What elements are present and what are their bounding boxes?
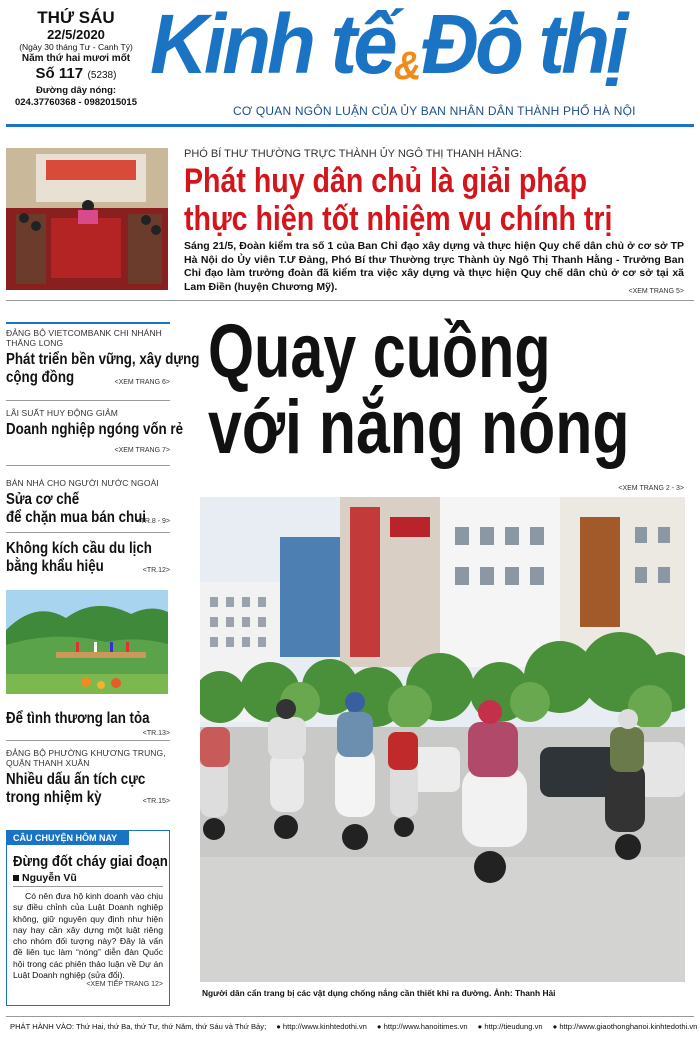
top-story-headline [184,162,684,238]
conference-photo [6,148,168,290]
bullet-icon: ● [552,1022,558,1031]
issue-date: 22/5/2020 [47,27,105,42]
sidebar-title: Để tình thương lan tỏa [6,710,150,727]
top-story-headline-line1: Phát huy dân chủ là giải pháp [184,162,588,200]
hotline-number: 024.37760368 - 0982015015 [14,97,138,108]
issue-number-alt: (5238) [87,70,117,81]
tourism-photo [6,590,168,694]
logo [150,0,695,100]
main-headline [208,309,688,470]
sidebar-title: Không kích cầu du lịch [6,540,152,557]
sidebar-ref: <TR.13> [142,730,170,737]
main-headline-line1: Quay cuồng [208,309,551,394]
sidebar-kicker: LÃI SUẤT HUY ĐỘNG GIẢM [6,408,118,418]
main-headline-line2: với nắng nóng [208,385,630,470]
sidebar-ref: <TR.8 - 9> [136,518,170,525]
column-box [6,830,170,1006]
sidebar-title: Sửa cơ chế [6,491,80,508]
sidebar-ref: <XEM TRANG 7> [114,447,170,454]
sidebar-kicker: BÁN NHÀ CHO NGƯỜI NƯỚC NGOÀI [6,478,159,488]
sidebar-item [6,408,183,454]
sidebar-title-line2: trong nhiệm kỳ [6,789,102,806]
sidebar-title-line2: cộng đồng [6,369,75,386]
sidebar-item [6,710,170,737]
issue-day: THỨ SÁU [37,8,115,27]
sidebar-ref: <TR.15> [142,798,170,805]
masthead-info [10,8,142,109]
sidebar-item [6,478,170,525]
sidebar-title: Nhiều dấu ấn tích cực [6,771,146,788]
top-story-ref: <XEM TRANG 5> [628,288,684,295]
photo-caption: Người dân cẩn trang bị các vật dụng chống nắng cần thiết khi ra đường. Ảnh: Thanh Hải [202,988,556,998]
sidebar-ref: <TR.12> [142,567,170,574]
sidebar-divider [6,400,170,401]
sidebar-divider [6,465,170,466]
column-author: Nguyễn Vũ [22,872,77,884]
masthead-subtitle: CƠ QUAN NGÔN LUẬN CỦA ỦY BAN NHÂN DÂN THÀNH PHỐ HÀ NỘI [233,104,636,118]
sidebar-item [6,748,170,805]
column-body: Có nên đưa hộ kinh doanh vào chịu sự điều chỉnh của Luật Doanh nghiệp không, giữ nguyên quy định như hiện nay hay cần xây dựng một luật riêng cho nhóm đối tượng này? Đây là vấn đề liên tục làm “nóng” diễn đàn Quốc hội trong các phiên thảo luận về Dự án Luật Doanh nghiệp (sửa đổi). [13,891,163,981]
tourism-photo-art [6,590,168,694]
masthead-rule [6,124,694,127]
top-story-headline-line2: thực hiện tốt nhiệm vụ chính trị [184,200,613,238]
main-story-ref: <XEM TRANG 2 - 3> [618,485,684,492]
logo-text-dothi: Đô thị [421,0,625,91]
logo-ampersand: & [393,44,422,88]
sidebar-title: Doanh nghiệp ngóng vốn rẻ [6,421,183,438]
sidebar-divider [6,532,170,533]
column-ref: <XEM TIẾP TRANG 12> [86,981,163,989]
footer-link[interactable]: ● http://tieudung.vn [477,1022,543,1031]
logo-text-kinhte: Kinh tế [150,0,394,91]
lunar-date: (Ngày 30 tháng Tư - Canh Tý) [19,42,133,52]
hotline-label: Đường dây nóng: [35,85,117,96]
street-scene-art [200,497,685,982]
sidebar-top-rule [6,322,170,324]
footer-link[interactable]: ● http://www.kinhtedothi.vn [276,1022,367,1031]
column-tag: CÂU CHUYỆN HÔM NAY [7,831,129,845]
footer-rule [6,1016,694,1017]
top-story-rule [6,300,694,301]
column-title: Đừng đốt cháy giai đoạn [13,853,168,870]
footer-release: PHÁT HÀNH VÀO: Thứ Hai, thứ Ba, thứ Tư, thứ Năm, thứ Sáu và Thứ Bảy; [10,1022,267,1031]
footer-link[interactable]: ● http://www.hanoitimes.vn [376,1022,468,1031]
issue-number: Số 117 [35,65,84,82]
main-photo [200,497,685,982]
sidebar-title-line2: để chặn mua bán chui [6,509,146,526]
sidebar-kicker: ĐẢNG BỘ VIETCOMBANK CHI NHÁNH THĂNG LONG [6,328,162,348]
sidebar-title: Phát triển bền vững, xây dựng [6,351,200,368]
bullet-icon: ● [477,1022,483,1031]
author-marker-icon [13,875,19,881]
top-story-kicker: PHÓ BÍ THƯ THƯỜNG TRỰC THÀNH ỦY NGÔ THỊ THANH HẰNG: [184,148,523,160]
conference-photo-art [6,148,168,290]
sidebar-ref: <XEM TRANG 6> [114,379,170,386]
footer [10,1022,698,1031]
bullet-icon: ● [276,1022,281,1031]
bullet-icon: ● [376,1022,382,1031]
sidebar-item [6,328,200,386]
sidebar-item [6,540,170,574]
sidebar-title-line2: bằng khẩu hiệu [6,558,104,575]
top-story-lead: Sáng 21/5, Đoàn kiểm tra số 1 của Ban Chỉ đạo xây dựng và thực hiện Quy chế dân chủ ở cơ sở TP Hà Nội do Ủy viên T.Ư Đảng, Phó Bí thư Thường trực Thành ủy Ngô Thị Thanh Hằng - Trưởng Ban Chỉ đạo làm trưởng đoàn đã kiểm tra việc xây dựng và thực hiện Quy chế dân chủ ở cơ sở tại xã Lam Điền (huyện Chương Mỹ). [184,240,684,293]
year-label: Năm thứ hai mươi mốt [21,53,131,64]
sidebar-divider [6,740,170,741]
sidebar-kicker: ĐẢNG BỘ PHƯỜNG KHƯƠNG TRUNG, QUẬN THANH XUÂN [6,748,166,768]
footer-link[interactable]: ● http://www.giaothonghanoi.kinhtedothi.vn [552,1022,698,1031]
